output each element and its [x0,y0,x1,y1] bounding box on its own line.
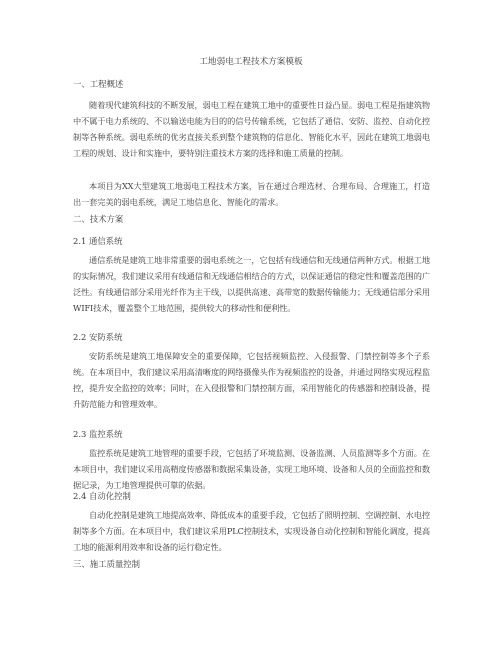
automation-paragraph: 自动化控制是建筑工地提高效率、降低成本的重要手段，它包括了照明控制、空调控制、水电控制等多个方面。在本项目中，我们建议采用PLC控制技术，实现设备自动化控制和智能化调度，提高工地的能源利用效率和设备的运行稳定性。 [73,510,430,552]
section-heading-technical: 二、技术方案 [73,214,124,224]
document-title: 工地弱电工程技术方案模板 [199,57,303,67]
overview-paragraph-2: 本项目为XX大型建筑工地弱电工程技术方案，旨在通过合理选材、合理布局、合理施工，打造出一套完美的弱电系统，满足工地信息化、智能化的需求。 [73,181,430,207]
subsection-heading-security: 2.2 安防系统 [73,332,123,342]
monitoring-paragraph: 监控系统是建筑工地管理的重要手段，它包括了环境监测、设备监测、人员监测等多个方面。在本项目中，我们建议采用高精度传感器和数据采集设备，实现工地环境、设备和人员的全面监控和数据记录，为工地管理提供可靠的依据。 [73,448,430,490]
subsection-heading-communication: 2.1 通信系统 [73,236,123,246]
overview-paragraph-1: 随着现代建筑科技的不断发展，弱电工程在建筑工地中的重要性日益凸显。弱电工程是指建筑物中不属于电力系统的、不以输送电能为目的的信号传输系统，它包括了通信、安防、监控、自动化控制等各种系统。弱电系统的优劣直接关系到整个建筑物的信息化、智能化水平，因此在建筑工地弱电工程的规划、设计和实施中，要特别注重技术方案的选择和施工质量的控制。 [73,100,430,158]
section-heading-quality-control: 三、施工质量控制 [73,559,140,569]
section-heading-overview: 一、工程概述 [73,79,124,89]
subsection-heading-automation: 2.4 自动化控制 [73,491,131,501]
security-paragraph: 安防系统是建筑工地保障安全的重要保障，它包括视频监控、入侵报警、门禁控制等多个子系统。在本项目中，我们建议采用高清晰度的网络摄像头作为视频监控的设备，并通过网络实现远程监控，提升安全监控的效率；同时，在入侵报警和门禁控制方面，采用智能化的传感器和控制设备，提升防范能力和管理效率。 [73,351,430,409]
communication-paragraph: 通信系统是建筑工地非常重要的弱电系统之一，它包括有线通信和无线通信两种方式。根据工地的实际情况，我们建议采用有线通信和无线通信相结合的方式，以保证通信的稳定性和覆盖范围的广泛性。有线通信部分采用光纤作为主干线，以提供高速、高带宽的数据传输能力；无线通信部分采用WIFI技术，覆盖整个工地范围，提供较大的移动性和便利性。 [73,255,430,313]
subsection-heading-monitoring: 2.3 监控系统 [73,429,123,439]
